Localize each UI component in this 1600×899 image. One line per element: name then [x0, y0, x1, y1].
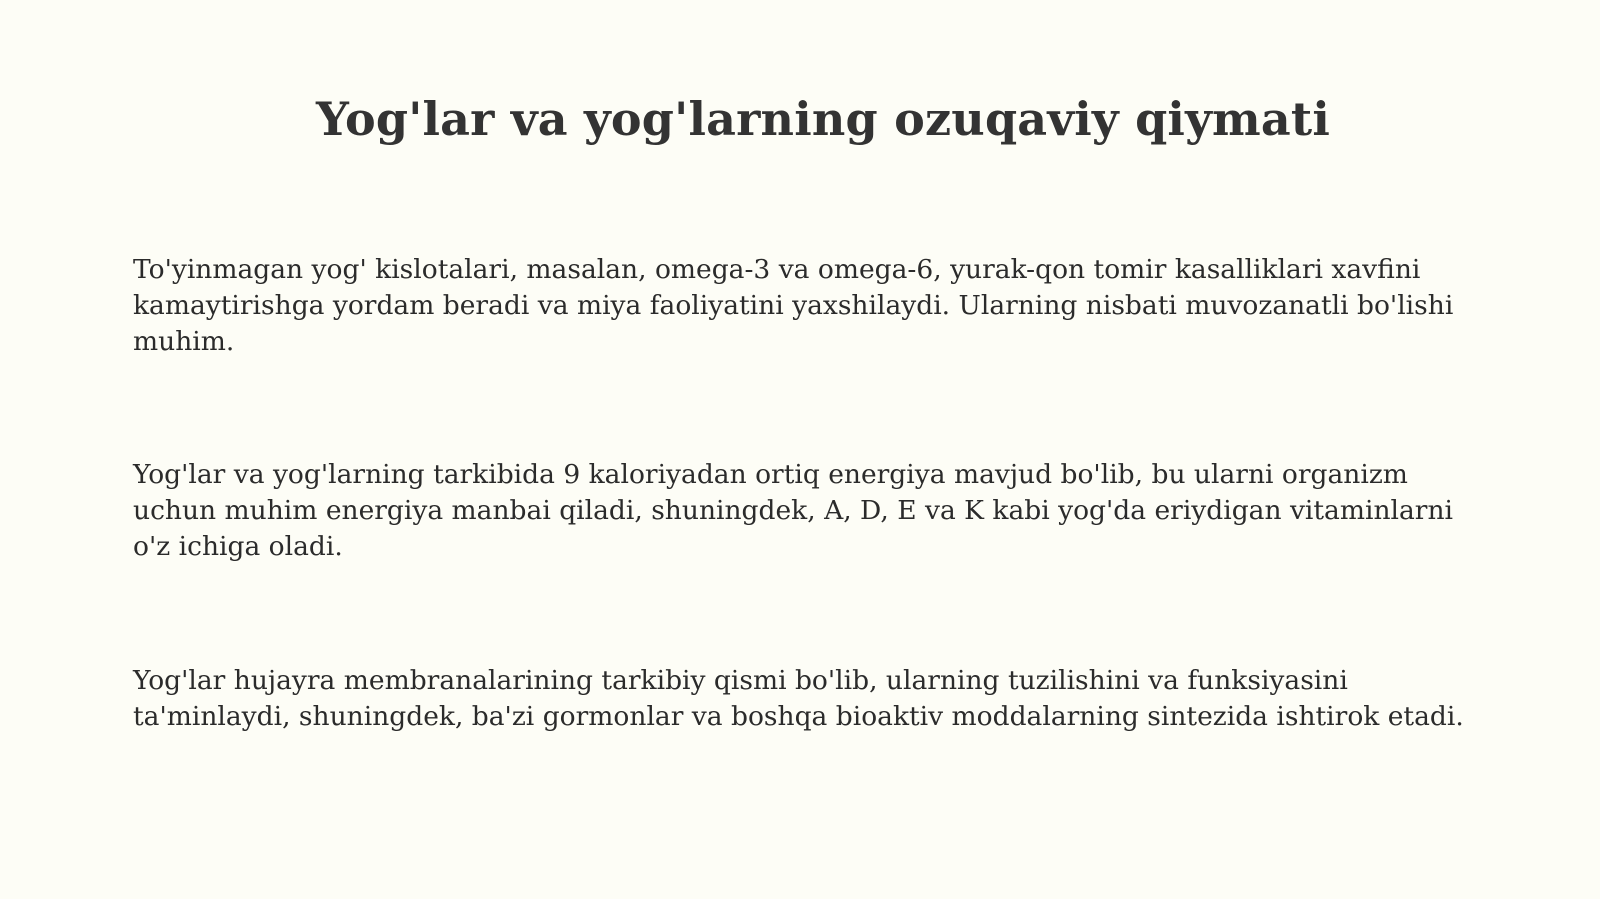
paragraph-energy-vitamins: Yog'lar va yog'larning tarkibida 9 kaloriyadan ortiq energiya mavjud bo'lib, bu ularni organizm uchun muhim energiya manbai qiladi, shuningdek, A, D, E va K kabi yog'da eriydigan vitaminlarni o'z ichiga oladi. [133, 459, 1454, 562]
paragraph-unsaturated-fats: To'yinmagan yog' kislotalari, masalan, omega-3 va omega-6, yurak-qon tomir kasalliklari xavfini kamaytirishga yordam beradi va miya faoliyatini yaxshilaydi. Ularning nisbati muvozanatli bo'lishi muhim. [133, 254, 1454, 357]
slide-title: Yog'lar va yog'larning ozuqaviy qiymati [315, 91, 1331, 146]
paragraph-cell-membranes: Yog'lar hujayra membranalarining tarkibiy qismi bo'lib, ularning tuzilishini va funksiyasini ta'minlaydi, shuningdek, ba'zi gormonlar va boshqa bioaktiv moddalarning sintezida ishtirok etadi. [133, 665, 1464, 732]
